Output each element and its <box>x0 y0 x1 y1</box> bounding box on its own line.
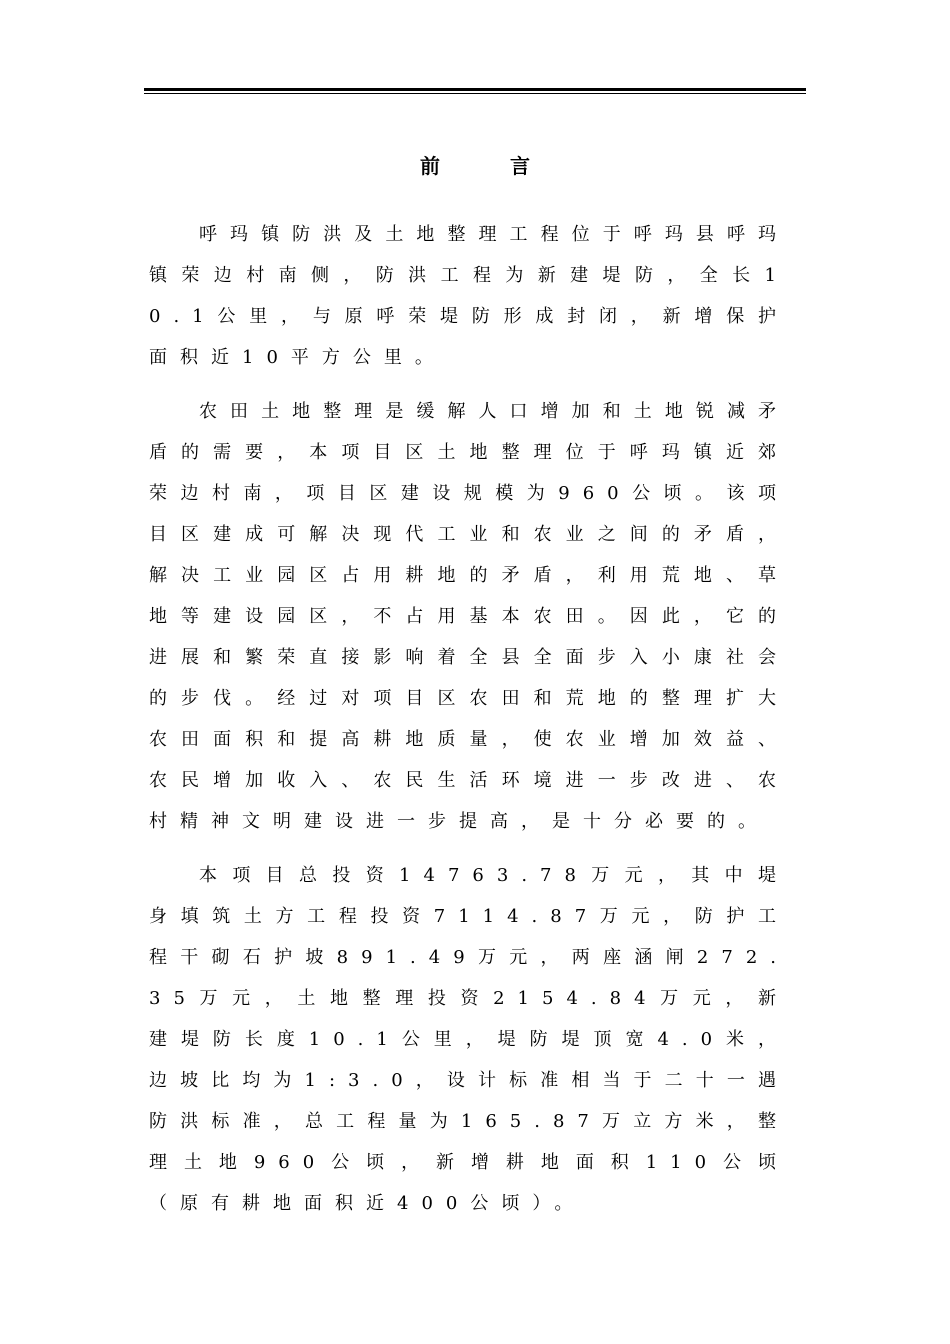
page-title: 前言 <box>420 154 600 178</box>
header-rule <box>144 88 806 94</box>
header-rule-thick <box>144 88 806 91</box>
paragraph-investment: 本项目总投资14763.78万元，其中堤身填筑土方工程投资7114.87万元，防护工程干砌石护坡891.49万元，两座涵闸272.35万元，土地整理投资2154.84万元，新建堤防长度10.1公里，堤防堤顶宽4.0米，边坡比均为1:3.0，设计标准相当于二十一遇防洪标准，总工程量为165.87万立方米，整理土地960公顷，新增耕地面积110公顷（原有耕地面积近400公顷）。 <box>149 865 789 1214</box>
body-text <box>149 214 789 1237</box>
paragraph-land-consolidation: 农田土地整理是缓解人口增加和土地锐减矛盾的需要，本项目区土地整理位于呼玛镇近郊荣边村南，项目区建设规模为960公顷。该项目区建成可解决现代工业和农业之间的矛盾，解决工业园区占用耕地的矛盾，利用荒地、草地等建设园区，不占用基本农田。因此，它的进展和繁荣直接影响着全县全面步入小康社会的步伐。经过对项目区农田和荒地的整理扩大农田面积和提高耕地质量，使农业增加效益、农民增加收入、农民生活环境进一步改进、农村精神文明建设进一步提高，是十分必要的。 <box>149 401 789 832</box>
header-rule-thin <box>144 93 806 94</box>
paragraph-project-location: 呼玛镇防洪及土地整理工程位于呼玛县呼玛镇荣边村南侧，防洪工程为新建堤防，全长10.1公里，与原呼荣堤防形成封闭，新增保护面积近10平方公里。 <box>149 224 789 368</box>
